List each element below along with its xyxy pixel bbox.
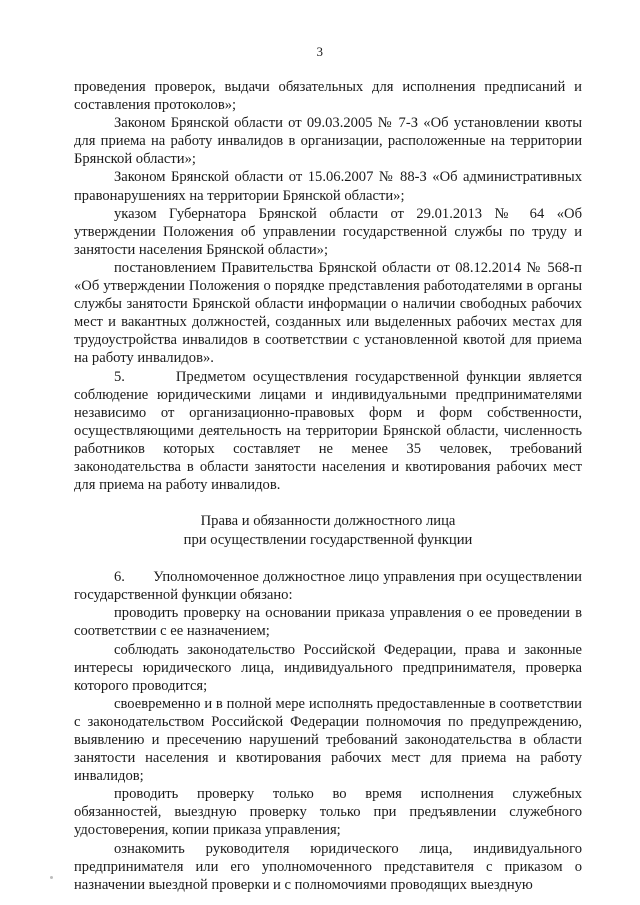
paragraph-continuation: проведения проверок, выдачи обязательных для исполнения предписаний и составления протоколов»; (74, 79, 582, 114)
section-heading (74, 512, 582, 550)
paragraph-item-5: 5. Предметом осуществления государственной функции является соблюдение юридическими лицами и индивидуальными предпринимателями независимо от организационно-правовых форм и форм собственности, осуществляющими деятельность на территории Брянской области, численность работников которых составляет не менее 35 человек, требований законодательства в области занятости населения и квотирования рабочих мест для приема на работу инвалидов. (74, 368, 582, 494)
document-body (74, 78, 582, 894)
paragraph-item-6: 6. Уполномоченное должностное лицо управления при осуществлении государственной функции обязано: (74, 569, 582, 604)
paragraphs-top (74, 78, 582, 494)
scan-artifact-dot (50, 876, 53, 879)
paragraph-duty-1: проводить проверку на основании приказа управления о ее проведении в соответствии с ее назначением; (74, 605, 582, 640)
section-heading-line-1: Права и обязанности должностного лица (200, 513, 456, 530)
paragraph-duty-5: ознакомить руководителя юридического лица, индивидуального предпринимателя или его уполномоченного представителя с приказом о назначении выездной проверки и с полномочиями проводящих выездную (74, 840, 582, 893)
paragraph-decree-2013: указом Губернатора Брянской области от 29.01.2013 № 64 «Об утверждении Положения об управлении государственной службы по труду и занятости населения Брянской области»; (74, 205, 582, 258)
paragraph-resolution-2014: постановлением Правительства Брянской области от 08.12.2014 № 568-п «Об утверждении Положения о порядке представления работодателями в органы службы занятости Брянской области информации о наличии свободных рабочих мест и вакантных должностей, созданных или выделенных рабочих местах для трудоустройства инвалидов в соответствии с установленной квотой для приема на работу инвалидов». (74, 259, 582, 367)
paragraph-duty-3: своевременно и в полной мере исполнять предоставленные в соответствии с законодательством Российской Федерации полномочия по предупреждению, выявлению и пресечению нарушений требований законодательства в области занятости населения и квотирования рабочих мест для приема на работу инвалидов; (74, 695, 582, 785)
section-heading-line-2: при осуществлении государственной функции (183, 532, 473, 549)
paragraphs-bottom (74, 568, 582, 894)
paragraph-law-2005: Законом Брянской области от 09.03.2005 № 7-З «Об установлении квоты для приема на работу инвалидов в организации, расположенные на территории Брянской области»; (74, 115, 582, 168)
paragraph-duty-2: соблюдать законодательство Российской Федерации, права и законные интересы юридического лица, индивидуального предпринимателя, проверка которого проводится; (74, 641, 582, 694)
paragraph-law-2007: Законом Брянской области от 15.06.2007 № 88-З «Об административных правонарушениях на территории Брянской области»; (74, 169, 582, 204)
paragraph-duty-4: проводить проверку только во время исполнения служебных обязанностей, выездную проверку только при предъявлении служебного удостоверения, копии приказа управления; (74, 786, 582, 839)
page-number: 3 (316, 44, 324, 59)
